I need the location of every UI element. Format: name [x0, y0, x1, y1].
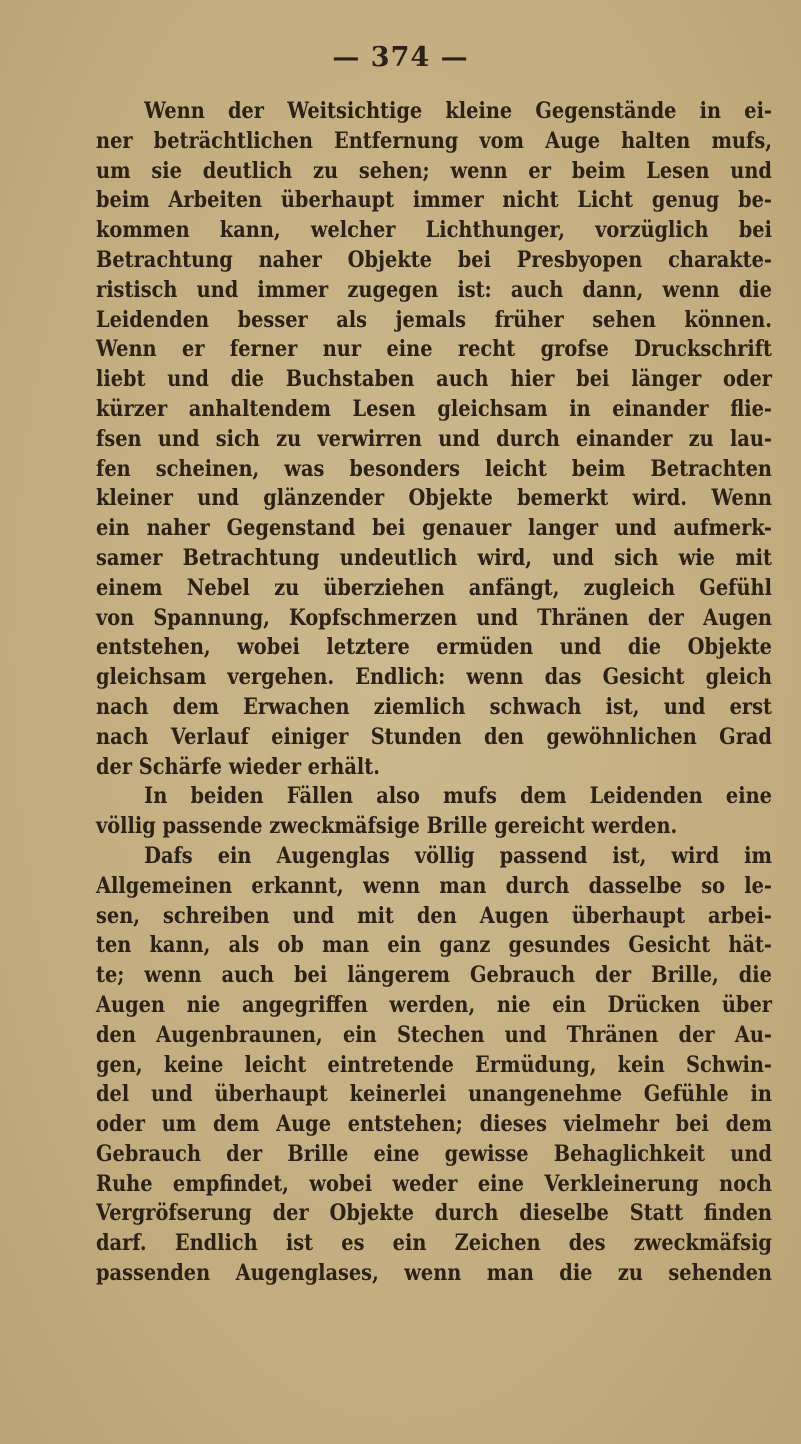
- text-line: gen, keine leicht eintretende Ermüdung, kein Schwin-: [96, 1051, 772, 1078]
- text-line: fen scheinen, was besonders leicht beim Betrachten: [96, 455, 772, 482]
- text-line: del und überhaupt keinerlei unangenehme Gefühle in: [96, 1081, 772, 1108]
- text-line: Ruhe empfindet, wobei weder eine Verkleinerung noch: [96, 1170, 772, 1197]
- text-line: Vergröfserung der Objekte durch dieselbe Statt finden: [96, 1200, 772, 1227]
- text-line: entstehen, wobei letztere ermüden und die Objekte: [96, 634, 772, 661]
- text-line: Leidenden besser als jemals früher sehen können.: [96, 306, 772, 333]
- text-line: Betrachtung naher Objekte bei Presbyopen charakte-: [96, 246, 772, 273]
- text-line: kleiner und glänzender Objekte bemerkt wird. Wenn: [96, 485, 772, 512]
- text-line: ristisch und immer zugegen ist: auch dann, wenn die: [96, 276, 772, 303]
- text-line: liebt und die Buchstaben auch hier bei länger oder: [96, 366, 772, 393]
- text-line: einem Nebel zu überziehen anfängt, zugleich Gefühl: [96, 574, 772, 601]
- text-line: Allgemeinen erkannt, wenn man durch dasselbe so le-: [96, 872, 772, 899]
- text-line: Augen nie angegriffen werden, nie ein Drücken über: [96, 991, 772, 1018]
- text-line: fsen und sich zu verwirren und durch einander zu lau-: [96, 425, 772, 452]
- body-text: [96, 97, 772, 1289]
- text-line: Dafs ein Augenglas völlig passend ist, wird im: [144, 842, 772, 869]
- text-line: oder um dem Auge entstehen; dieses vielmehr bei dem: [96, 1111, 772, 1138]
- text-line: beim Arbeiten überhaupt immer nicht Licht genug be-: [96, 187, 772, 214]
- text-line: ner beträchtlichen Entfernung vom Auge halten mufs,: [96, 127, 772, 154]
- text-line: um sie deutlich zu sehen; wenn er beim Lesen und: [96, 157, 772, 184]
- text-line: nach Verlauf einiger Stunden den gewöhnlichen Grad: [96, 723, 772, 750]
- text-line: ten kann, als ob man ein ganz gesundes Gesicht hät-: [96, 932, 772, 959]
- text-line: gleichsam vergehen. Endlich: wenn das Gesicht gleich: [96, 664, 772, 691]
- text-line: te; wenn auch bei längerem Gebrauch der Brille, die: [96, 962, 772, 989]
- text-line: passenden Augenglases, wenn man die zu sehenden: [96, 1260, 772, 1287]
- text-line: ein naher Gegenstand bei genauer langer und aufmerk-: [96, 515, 772, 542]
- text-line: samer Betrachtung undeutlich wird, und sich wie mit: [96, 544, 772, 571]
- text-line: darf. Endlich ist es ein Zeichen des zweckmäfsig: [96, 1230, 772, 1257]
- text-line: nach dem Erwachen ziemlich schwach ist, und erst: [96, 693, 772, 720]
- text-line: In beiden Fällen also mufs dem Leidenden eine: [144, 783, 772, 810]
- text-line: Wenn er ferner nur eine recht grofse Druckschrift: [96, 336, 772, 363]
- text-line: Gebrauch der Brille eine gewisse Behaglichkeit und: [96, 1140, 772, 1167]
- text-line: der Schärfe wieder erhält.: [96, 753, 380, 780]
- page-number: — 374 —: [332, 42, 469, 73]
- text-line: kommen kann, welcher Lichthunger, vorzüglich bei: [96, 217, 772, 244]
- text-line: Wenn der Weitsichtige kleine Gegenstände in ei-: [144, 98, 772, 124]
- text-line: sen, schreiben und mit den Augen überhaupt arbei-: [96, 902, 772, 929]
- text-line: kürzer anhaltendem Lesen gleichsam in einander flie-: [96, 395, 772, 422]
- text-line: den Augenbraunen, ein Stechen und Thränen der Au-: [96, 1021, 772, 1048]
- text-line: von Spannung, Kopfschmerzen und Thränen der Augen: [96, 604, 772, 631]
- text-line: völlig passende zweckmäfsige Brille gereicht werden.: [96, 813, 678, 840]
